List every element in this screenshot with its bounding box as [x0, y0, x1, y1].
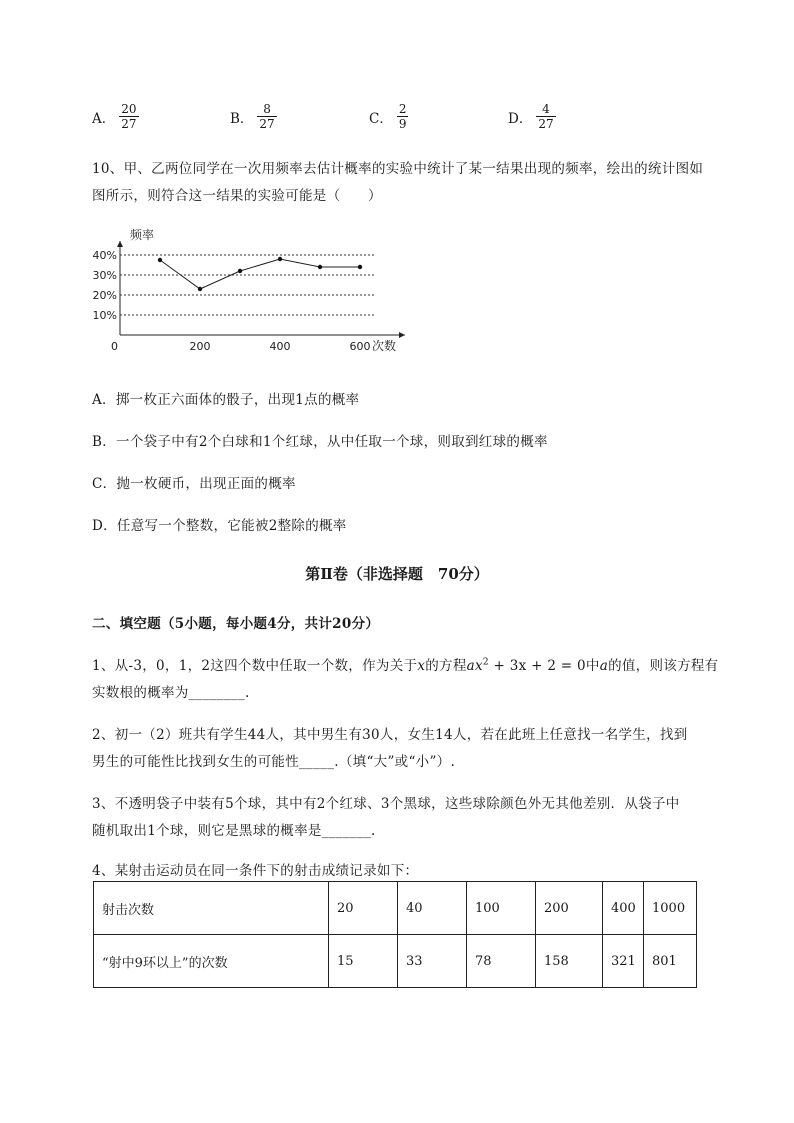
table-cell: 15: [329, 935, 398, 988]
numerator: 8: [263, 102, 271, 116]
fill-q1-line2: 实数根的概率为________.: [92, 685, 250, 701]
data-point: [358, 265, 362, 269]
x-tick-label: 600: [349, 340, 371, 353]
q9-option-c: [369, 102, 408, 131]
q9-option-b: [230, 102, 277, 131]
table-cell: 40: [398, 882, 467, 935]
q10-option-c: C．抛一枚硬币，出现正面的概率: [92, 476, 296, 492]
numerator: 2: [398, 102, 407, 116]
x-axis-arrow: [399, 332, 405, 338]
text: 的值，则该方程有: [608, 658, 719, 674]
fill-q1-line1: [92, 654, 718, 674]
y-tick-label: 40%: [92, 249, 117, 262]
table-cell: 1000: [644, 882, 697, 935]
fraction: [397, 102, 409, 131]
q10-option-d: D．任意写一个整数，它能被2整除的概率: [92, 518, 347, 534]
q10-option-b: B．一个袋子中有2个白球和1个红球，从中任取一个球，则取到红球的概率: [92, 434, 548, 450]
table-cell: 100: [467, 882, 536, 935]
y-tick-label: 30%: [92, 269, 117, 282]
denominator: 27: [259, 117, 275, 131]
q10-option-a: A．掷一枚正六面体的骰子，出现1点的概率: [92, 392, 360, 408]
table-cell: 158: [536, 935, 603, 988]
shooting-record-table: [93, 881, 697, 988]
series-line: [160, 259, 360, 289]
text: 中: [585, 658, 600, 674]
frequency-line-chart: [80, 225, 397, 365]
data-point: [238, 269, 242, 273]
fill-q2-line1: 2、初一（2）班共有学生44人，其中男生有30人，女生14人，若在此班上任意找一名学生，找到: [92, 727, 688, 743]
equation-a: ax: [466, 658, 483, 674]
numerator: 20: [121, 102, 137, 116]
fill-q2-line2: 男生的可能性比找到女生的可能性_____.（填“大”或“小”）.: [92, 754, 456, 770]
data-point: [278, 257, 282, 261]
table-row: [94, 882, 697, 935]
equation-rest: + 3x + 2 = 0: [488, 658, 586, 674]
part-title: 第Ⅱ卷（非选择题 70分）: [305, 565, 489, 583]
x-tick-label: 0: [111, 340, 118, 353]
data-point: [158, 258, 162, 262]
option-label: A．: [92, 110, 116, 127]
data-point: [318, 265, 322, 269]
x-tick-label: 400: [269, 340, 291, 353]
denominator: 27: [538, 117, 554, 131]
y-tick-label: 10%: [92, 309, 117, 322]
fraction: [119, 102, 138, 131]
q10-stem-line2: 图所示，则符合这一结果的实验可能是（ ）: [92, 188, 382, 204]
variable-a: a: [599, 658, 609, 674]
option-label: B．: [230, 110, 254, 127]
section-heading: 二、填空题（5小题，每小题4分，共计20分）: [92, 616, 380, 632]
y-axis-label: 频率: [130, 228, 155, 242]
exponent: 2: [482, 657, 489, 668]
table-cell: 78: [467, 935, 536, 988]
table-cell: 33: [398, 935, 467, 988]
text: 的方程: [425, 658, 467, 674]
table-cell: 400: [603, 882, 644, 935]
denominator: 9: [398, 117, 407, 131]
table-cell: 200: [536, 882, 603, 935]
denominator: 27: [121, 117, 137, 131]
fraction: [257, 102, 276, 131]
q10-stem-line1: 10、甲、乙两位同学在一次用频率去估计概率的实验中统计了某一结果出现的频率，绘出的统计图如: [92, 161, 704, 177]
fill-q4-line1: 4、某射击运动员在同一条件下的射击成绩记录如下：: [92, 863, 419, 879]
fill-q3-line1: 3、不透明袋子中装有5个球，其中有2个红球、3个黑球，这些球除颜色外无其他差别．从袋子中: [92, 796, 680, 812]
row-header: “射中9环以上”的次数: [94, 935, 329, 988]
variable-x: x: [417, 658, 426, 674]
x-tick-label: 200: [189, 340, 211, 353]
y-tick-label: 20%: [92, 289, 117, 302]
table-cell: 321: [603, 935, 644, 988]
x-axis-label: 次数: [372, 339, 397, 353]
data-point: [198, 287, 202, 291]
y-axis-arrow: [117, 241, 123, 247]
option-label: D．: [508, 110, 533, 127]
fraction: [536, 102, 555, 131]
option-label: C．: [369, 110, 393, 127]
fill-q3-line2: 随机取出1个球，则它是黑球的概率是_______.: [92, 823, 376, 839]
table-cell: 801: [644, 935, 697, 988]
q9-option-d: [508, 102, 556, 131]
table-cell: 20: [329, 882, 398, 935]
q9-option-a: [92, 102, 139, 131]
row-header: 射击次数: [94, 882, 329, 935]
table-row: [94, 935, 697, 988]
numerator: 4: [542, 102, 550, 116]
text: 1、从-3，0，1，2这四个数中任取一个数，作为关于: [92, 658, 418, 674]
